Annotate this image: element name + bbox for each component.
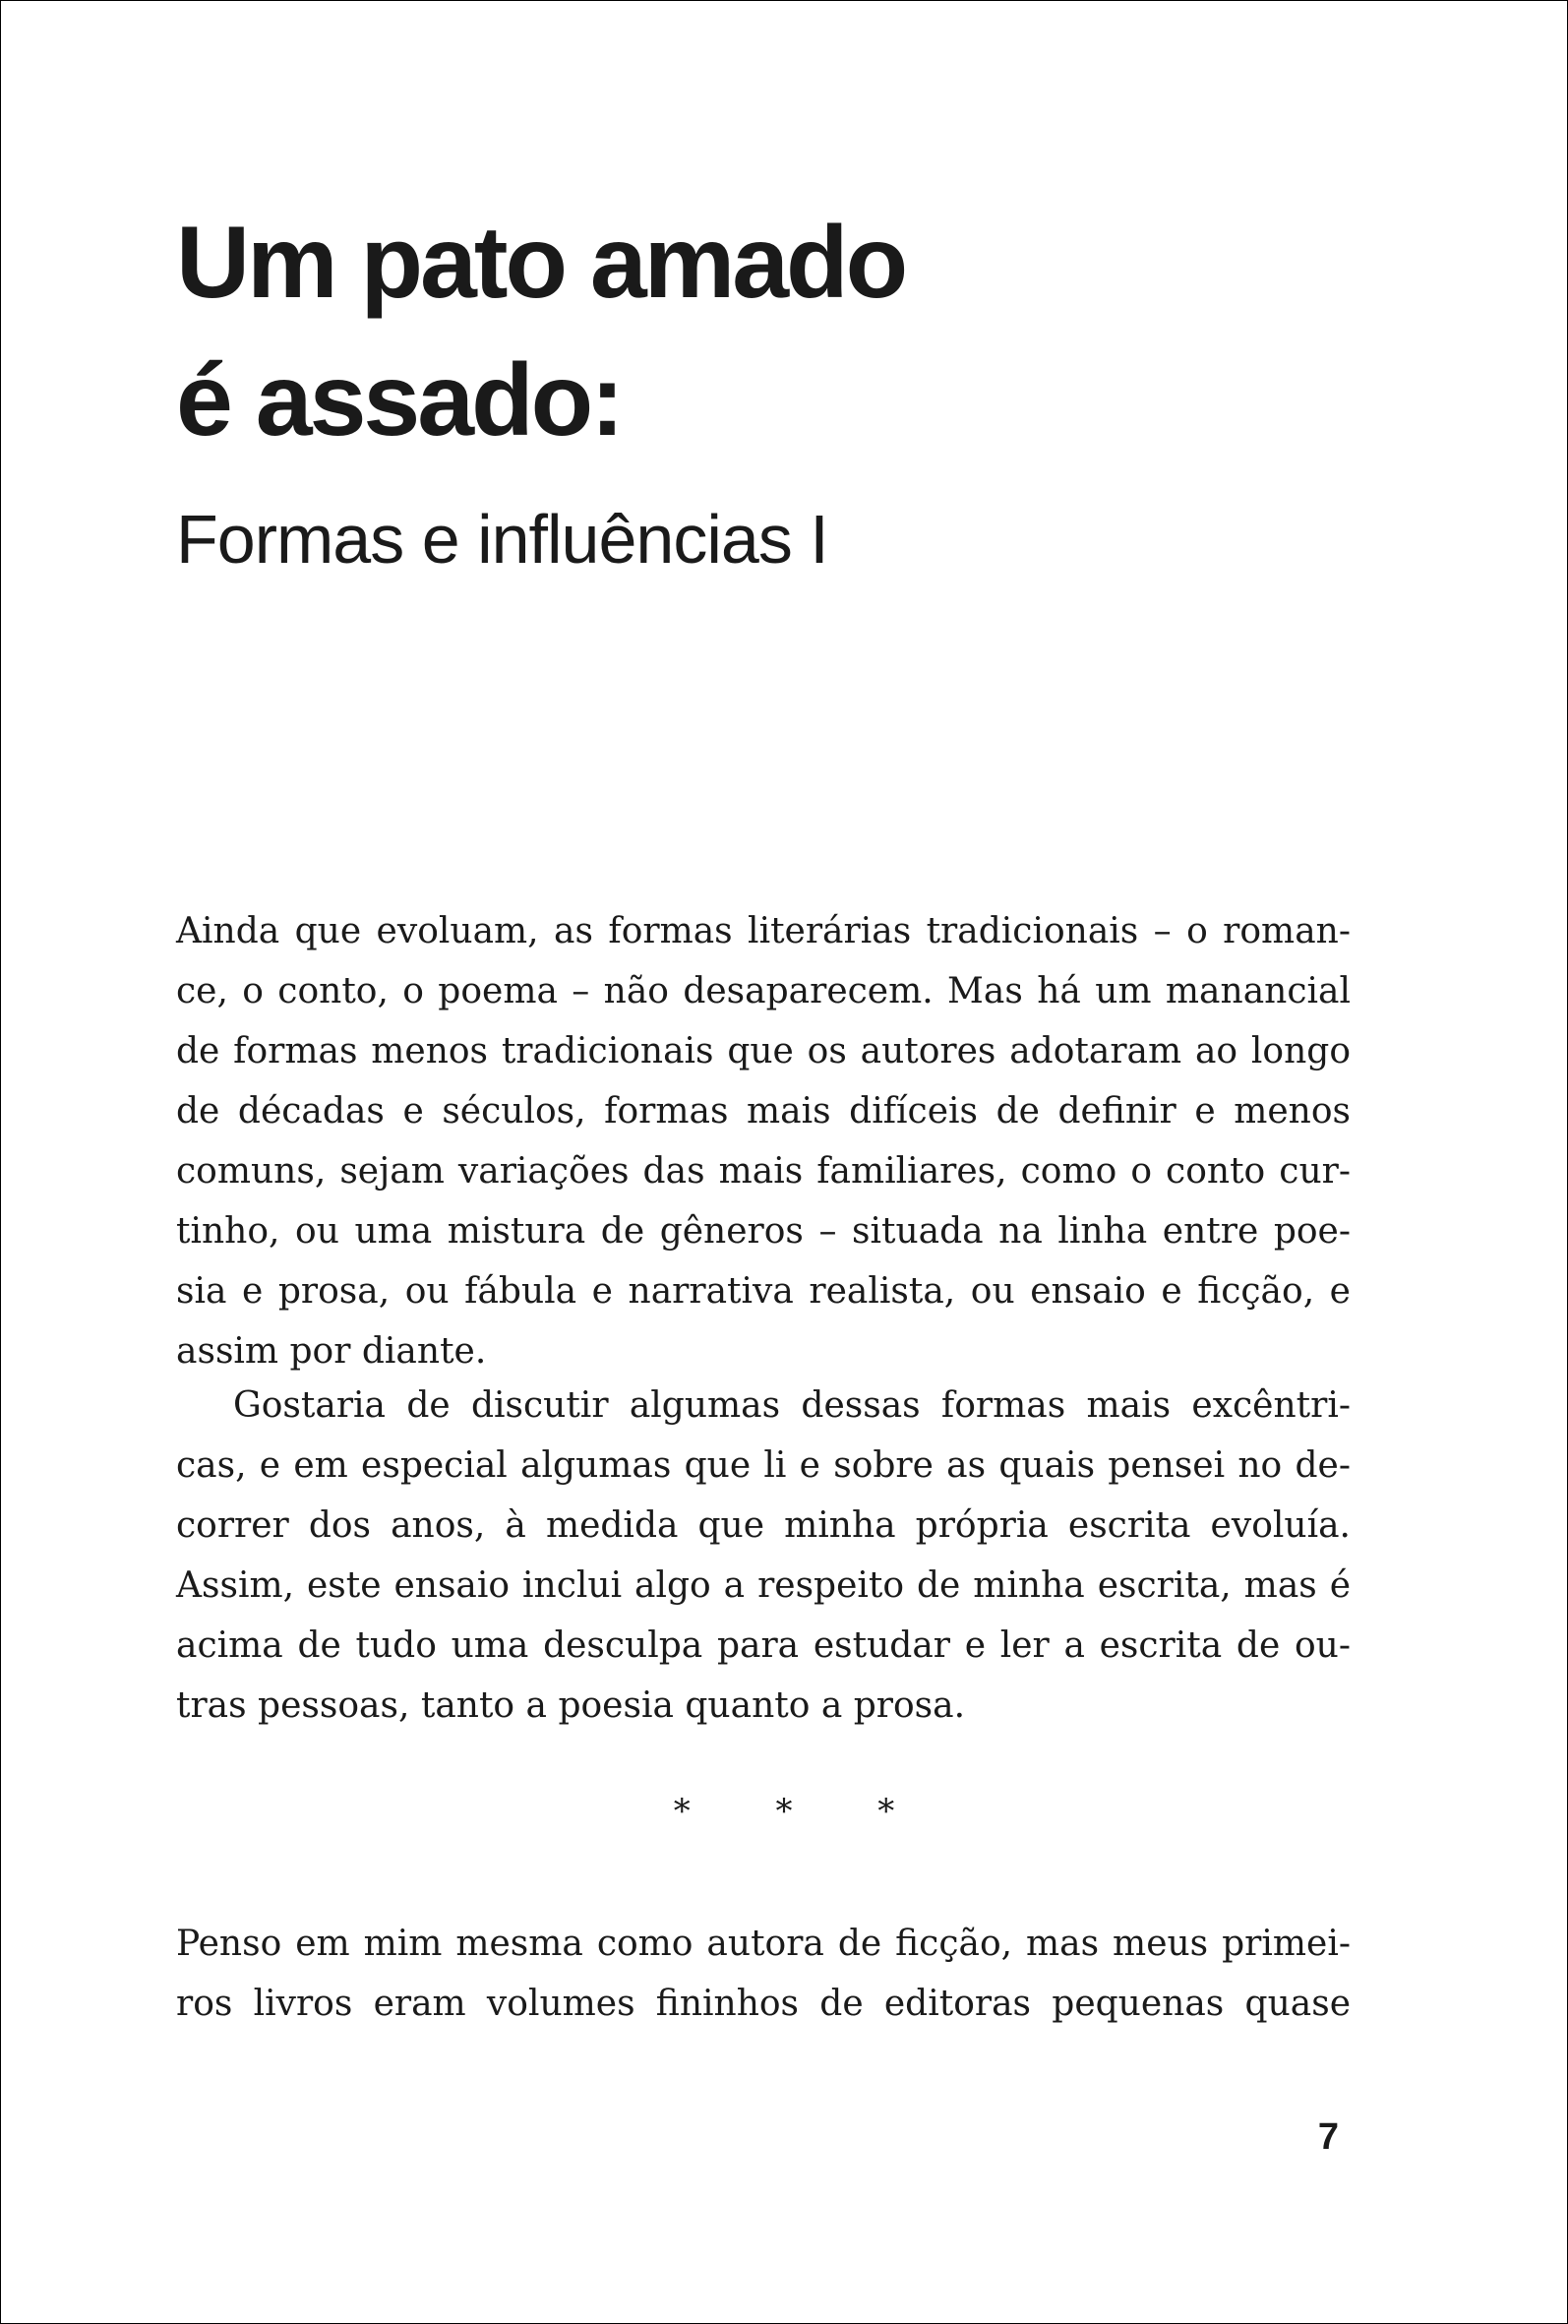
text-line: tras pessoas, tanto a poesia quanto a prosa. bbox=[176, 1685, 966, 1726]
text-line: acima de tudo uma desculpa para estudar e ler a escrita de ou- bbox=[176, 1625, 1351, 1666]
text-line: de décadas e séculos, formas mais difíceis de definir e menos bbox=[176, 1091, 1351, 1131]
text-line: Gostaria de discutir algumas dessas formas mais excêntri- bbox=[233, 1385, 1351, 1426]
text-line: ce, o conto, o poema – não desaparecem. Mas há um manancial bbox=[176, 971, 1351, 1011]
text-line: cas, e em especial algumas que li e sobre as quais pensei no de- bbox=[176, 1445, 1351, 1486]
text-line: de formas menos tradicionais que os autores adotaram ao longo bbox=[176, 1031, 1351, 1071]
text-line: sia e prosa, ou fábula e narrativa realista, ou ensaio e ficção, e bbox=[176, 1271, 1351, 1312]
text-line: Penso em mim mesma como autora de ficção, mas meus primei- bbox=[176, 1924, 1351, 1964]
chapter-title-line-1: Um pato amado bbox=[176, 206, 906, 320]
paragraph-1 bbox=[176, 901, 1351, 1381]
paragraph-2 bbox=[176, 1376, 1351, 1736]
text-line: ros livros eram volumes fininhos de editoras pequenas quase bbox=[176, 1984, 1351, 2024]
paragraph-3 bbox=[176, 1914, 1351, 2034]
chapter-title-line-2: é assado: bbox=[176, 343, 622, 458]
text-line: tinho, ou uma mistura de gêneros – situada na linha entre poe- bbox=[176, 1211, 1351, 1252]
chapter-heading bbox=[176, 194, 1376, 583]
section-separator: * * * bbox=[673, 1792, 933, 1831]
page-number: 7 bbox=[1317, 2116, 1339, 2158]
text-line: Assim, este ensaio inclui algo a respeito de minha escrita, mas é bbox=[176, 1565, 1351, 1606]
text-line: comuns, sejam variações das mais familiares, como o conto cur- bbox=[176, 1151, 1351, 1192]
text-line: assim por diante. bbox=[176, 1331, 487, 1372]
text-line: correr dos anos, à medida que minha própria escrita evoluía. bbox=[176, 1505, 1351, 1546]
text-line: Ainda que evoluam, as formas literárias tradicionais – o roman- bbox=[176, 911, 1351, 951]
chapter-subtitle: Formas e influências I bbox=[176, 501, 828, 578]
